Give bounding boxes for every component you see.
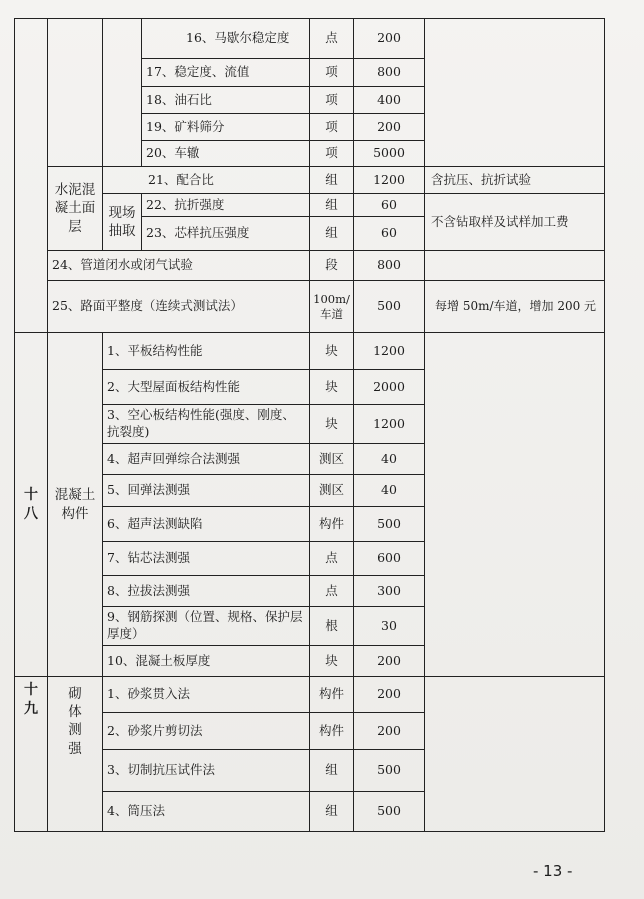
note-cell: 每增 50m/车道，增加 200 元 (425, 281, 605, 333)
item-name: 6、超声法测缺陷 (103, 507, 310, 542)
unit-cell: 点 (310, 19, 354, 59)
price-cell: 500 (354, 507, 425, 542)
unit-cell: 100m/车道 (310, 281, 354, 333)
price-cell: 5000 (354, 141, 425, 167)
unit-cell: 组 (310, 167, 354, 194)
unit-cell: 测区 (310, 444, 354, 475)
item-name: 2、砂浆片剪切法 (103, 713, 310, 750)
price-cell: 500 (354, 281, 425, 333)
item-name: 5、回弹法测强 (103, 475, 310, 507)
price-cell: 200 (354, 646, 425, 677)
note-cell (425, 333, 605, 677)
price-cell: 600 (354, 542, 425, 576)
unit-cell: 项 (310, 114, 354, 141)
unit-cell: 构件 (310, 713, 354, 750)
price-cell: 1200 (354, 167, 425, 194)
price-cell: 40 (354, 444, 425, 475)
unit-cell: 块 (310, 646, 354, 677)
item-name: 10、混凝土板厚度 (103, 646, 310, 677)
item-name: 18、油石比 (142, 87, 310, 114)
unit-cell: 点 (310, 542, 354, 576)
fee-schedule-table (14, 18, 605, 832)
page-number: - 13 - (533, 862, 573, 880)
price-cell: 60 (354, 194, 425, 217)
price-cell: 2000 (354, 370, 425, 405)
price-cell: 40 (354, 475, 425, 507)
section-number (15, 677, 48, 832)
price-cell: 1200 (354, 333, 425, 370)
price-cell: 200 (354, 713, 425, 750)
price-cell: 200 (354, 677, 425, 713)
section-category-text: 砌体测强 (68, 686, 82, 757)
section-number: 十八 (15, 333, 48, 677)
table-row (15, 194, 605, 217)
price-cell: 300 (354, 576, 425, 607)
item-name: 16、马歇尔稳定度 (142, 19, 310, 59)
table-row (15, 333, 605, 370)
item-name: 23、芯样抗压强度 (142, 217, 310, 251)
unit-cell: 块 (310, 333, 354, 370)
price-cell: 500 (354, 750, 425, 792)
unit-cell: 组 (310, 194, 354, 217)
cement-concrete-layer-label: 水泥混凝土面层 (48, 167, 103, 251)
category-cell (48, 19, 103, 167)
section-number-text: 十九 (24, 682, 38, 717)
unit-cell: 项 (310, 141, 354, 167)
unit-cell: 点 (310, 576, 354, 607)
item-name: 3、空心板结构性能(强度、刚度、抗裂度) (103, 405, 310, 444)
unit-cell: 构件 (310, 507, 354, 542)
section-category (48, 677, 103, 832)
price-cell: 200 (354, 19, 425, 59)
unit-cell: 构件 (310, 677, 354, 713)
item-name: 8、拉拔法测强 (103, 576, 310, 607)
item-name: 4、筒压法 (103, 792, 310, 832)
item-name: 25、路面平整度（连续式测试法） (48, 281, 310, 333)
item-name: 2、大型屋面板结构性能 (103, 370, 310, 405)
section-category: 混凝土构件 (48, 333, 103, 677)
unit-cell: 段 (310, 251, 354, 281)
note-cell: 含抗压、抗折试验 (425, 167, 605, 194)
unit-cell: 组 (310, 792, 354, 832)
sub-category-cell (103, 19, 142, 167)
item-name: 9、钢筋探测（位置、规格、保护层厚度） (103, 607, 310, 646)
item-name: 17、稳定度、流值 (142, 59, 310, 87)
price-cell: 800 (354, 251, 425, 281)
unit-cell: 项 (310, 87, 354, 114)
price-cell: 200 (354, 114, 425, 141)
unit-cell: 块 (310, 370, 354, 405)
item-name: 24、管道闭水或闭气试验 (48, 251, 310, 281)
item-name: 21、配合比 (103, 167, 310, 194)
unit-cell: 块 (310, 405, 354, 444)
item-name: 4、超声回弹综合法测强 (103, 444, 310, 475)
item-name: 7、钻芯法测强 (103, 542, 310, 576)
note-cell (425, 677, 605, 832)
item-name: 3、切制抗压试件法 (103, 750, 310, 792)
unit-cell: 组 (310, 217, 354, 251)
note-cell (425, 19, 605, 167)
table-row (15, 281, 605, 333)
table-row (15, 19, 605, 59)
field-sampling-label: 现场抽取 (103, 194, 142, 251)
item-name: 20、车辙 (142, 141, 310, 167)
item-name: 19、矿料筛分 (142, 114, 310, 141)
note-cell: 不含钻取样及试样加工费 (425, 194, 605, 251)
note-cell (425, 251, 605, 281)
price-cell: 400 (354, 87, 425, 114)
unit-cell: 测区 (310, 475, 354, 507)
table-row (15, 677, 605, 713)
price-cell: 800 (354, 59, 425, 87)
table-row (15, 251, 605, 281)
unit-cell: 组 (310, 750, 354, 792)
price-cell: 60 (354, 217, 425, 251)
price-cell: 1200 (354, 405, 425, 444)
unit-cell: 根 (310, 607, 354, 646)
price-cell: 500 (354, 792, 425, 832)
unit-cell: 项 (310, 59, 354, 87)
item-name: 1、平板结构性能 (103, 333, 310, 370)
item-name: 22、抗折强度 (142, 194, 310, 217)
section-cell (15, 19, 48, 333)
item-name: 1、砂浆贯入法 (103, 677, 310, 713)
price-cell: 30 (354, 607, 425, 646)
table-row (15, 167, 605, 194)
